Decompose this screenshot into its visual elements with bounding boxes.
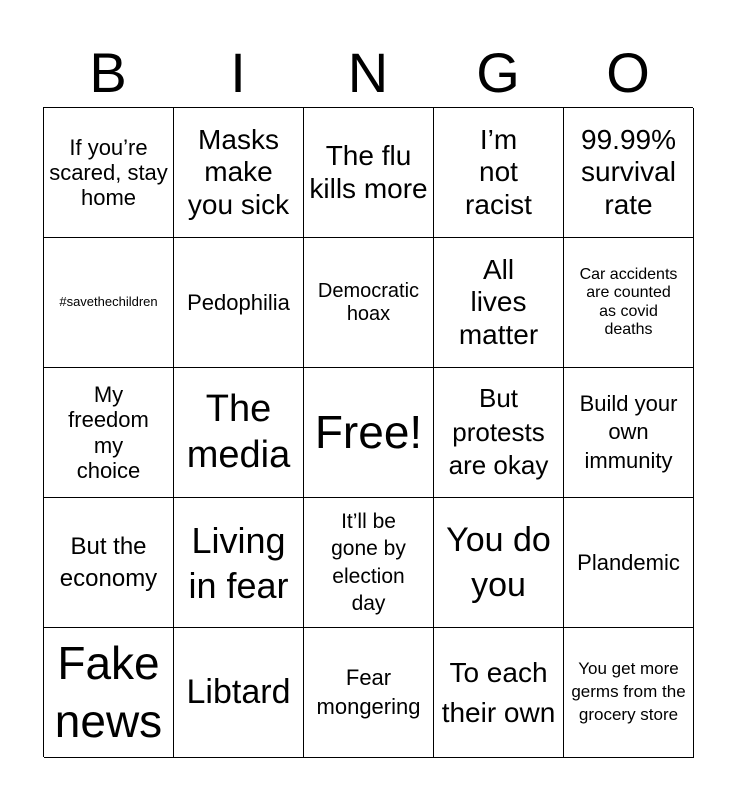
bingo-cell[interactable] [304,108,434,238]
bingo-cell[interactable] [44,238,174,368]
free-space-cell[interactable] [304,368,434,498]
bingo-cell[interactable] [44,628,174,758]
header-letter-b: B [89,41,127,104]
bingo-cell[interactable] [564,498,694,628]
bingo-cell[interactable] [174,628,304,758]
header-letter-n: N [347,41,389,104]
bingo-cell[interactable] [564,108,694,238]
bingo-cell-text: Pedophilia [187,289,290,315]
bingo-cell[interactable] [174,498,304,628]
bingo-cell-text: 99.99% survival rate [581,124,676,220]
bingo-cell[interactable] [304,498,434,628]
bingo-cell[interactable] [304,628,434,758]
bingo-card-grid [43,107,693,757]
bingo-cell-text: #savethechildren [59,294,158,310]
bingo-cell-text: It’ll be gone by election day [331,509,406,615]
bingo-cell-text: Build your own immunity [579,390,678,473]
bingo-cell[interactable] [434,628,564,758]
bingo-cell-text: The flu kills more [309,140,428,204]
bingo-cell-text: All lives matter [458,254,539,350]
bingo-cell[interactable] [434,238,564,368]
bingo-cell[interactable] [174,238,304,368]
header-letter-o: O [606,41,650,104]
bingo-cell-text: My freedom my choice [68,381,149,483]
bingo-header [43,38,693,108]
bingo-cell-text: Fake news [54,637,163,747]
bingo-cell-text: You do you [446,521,551,604]
bingo-cell-text: If you’re scared, stay home [49,134,168,211]
bingo-cell-text: Libtard [186,672,291,711]
bingo-cell[interactable] [434,108,564,238]
bingo-cell-text: Car accidents are counted as covid deaths [579,265,678,338]
bingo-cell[interactable] [44,108,174,238]
bingo-cell-text: Masks make you sick [187,124,290,220]
bingo-cell[interactable] [174,368,304,498]
bingo-cell-text: You get more germs from the grocery store [571,659,686,724]
bingo-cell[interactable] [434,368,564,498]
header-letter-g: G [476,41,520,104]
bingo-cell[interactable] [174,108,304,238]
bingo-cell-text: But the economy [59,533,158,592]
bingo-cell-text: Living in fear [188,519,289,606]
bingo-cell[interactable] [44,368,174,498]
bingo-cell-text: To each their own [441,657,556,728]
bingo-cell-text: Free! [314,406,423,459]
bingo-cell-text: I’m not racist [465,124,532,220]
bingo-cell[interactable] [564,238,694,368]
bingo-cell-text: Democratic hoax [317,279,420,325]
header-letter-i: I [230,41,246,104]
bingo-cell-text: But protests are okay [448,382,549,481]
bingo-cell[interactable] [434,498,564,628]
bingo-cell[interactable] [564,368,694,498]
bingo-cell[interactable] [44,498,174,628]
bingo-cell-text: Fear mongering [316,664,421,719]
bingo-cell[interactable] [564,628,694,758]
bingo-cell[interactable] [304,238,434,368]
bingo-cell-text: The media [186,387,291,476]
bingo-cell-text: Plandemic [577,549,680,575]
